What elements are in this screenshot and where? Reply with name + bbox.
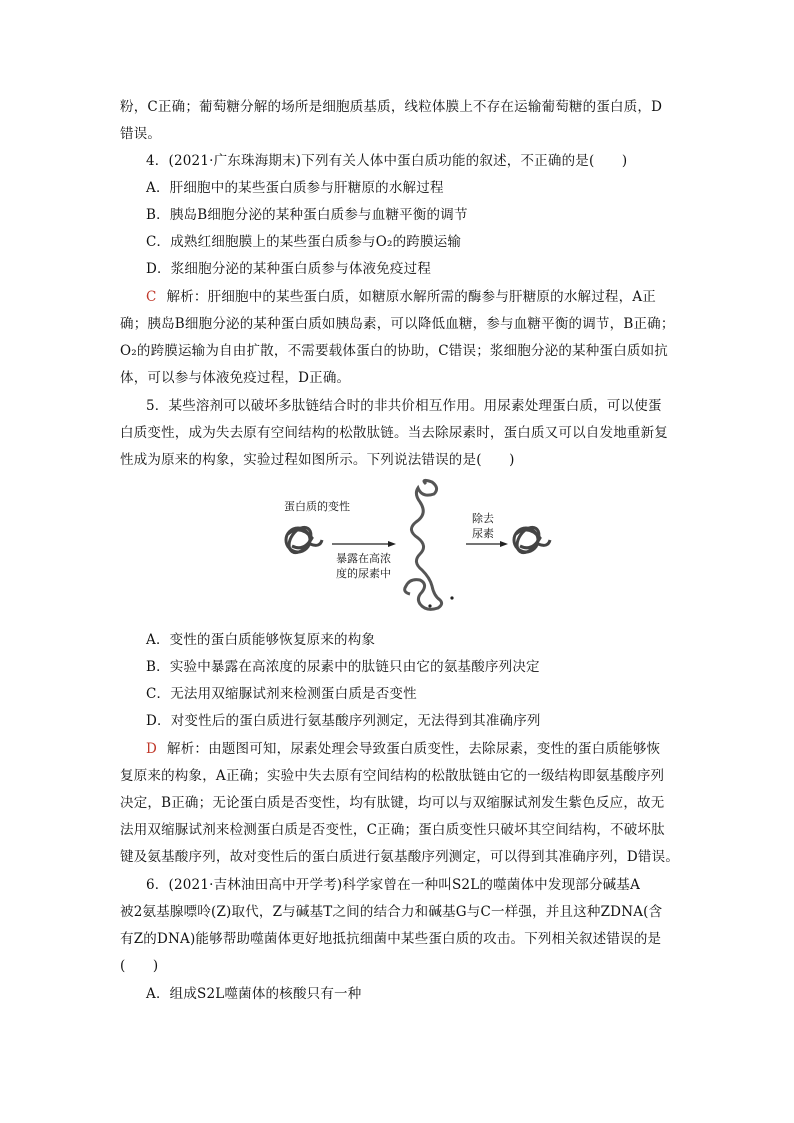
question-6-stem: 6．(2021·吉林油田高中开学考)科学家曾在一种叫S2L的噬菌体中发现部分碱基A	[146, 877, 641, 893]
q4-option-c: C．成熟红细胞膜上的某些蛋白质参与O₂的跨膜运输	[146, 234, 462, 250]
text-line: 粉，C正确；葡萄糖分解的场所是细胞质基质，线粒体膜上不存在运输葡萄糖的蛋白质，D	[120, 99, 663, 115]
q4-analysis-line: C 解析：肝细胞中的某些蛋白质，如糖原水解所需的酶参与肝糖原的水解过程，A正	[146, 289, 656, 305]
q5-answer: D	[146, 741, 158, 757]
text-line: 错误。	[120, 126, 162, 142]
q4-option-a: A．肝细胞中的某些蛋白质参与肝糖原的水解过程	[146, 180, 444, 196]
q5-option-d: D．对变性后的蛋白质进行氨基酸序列测定，无法得到其准确序列	[146, 713, 541, 729]
chain-dot	[450, 596, 453, 599]
arrow2-label-line1: 除去	[472, 512, 494, 525]
question-6-stem: 有Z的DNA)能够帮助噬菌体更好地抵抗细菌中某些蛋白质的攻击。下列相关叙述错误的是	[120, 931, 662, 947]
q5-analysis-line: D 解析：由题图可知，尿素处理会导致蛋白质变性，去除尿素，变性的蛋白质能够恢	[146, 741, 661, 757]
question-6-stem: 被2氨基腺嘌呤(Z)取代，Z与碱基T之间的结合力和碱基G与C一样强，并且这种ZDNA(含	[120, 904, 663, 920]
q5-option-c: C．无法用双缩脲试剂来检测蛋白质是否变性	[146, 686, 417, 702]
q4-analysis-line: 体，可以参与体液免疫过程，D正确。	[120, 370, 351, 386]
folded-protein-icon	[285, 523, 322, 556]
q5-analysis-line: 法用双缩脲试剂来检测蛋白质是否变性，C正确；蛋白质变性只破坏其空间结构，不破坏肽	[120, 822, 665, 838]
q6-option-a: A．组成S2L噬菌体的核酸只有一种	[146, 986, 362, 1002]
question-5-stem: 白质变性，成为失去原有空间结构的松散肽链。当去除尿素时，蛋白质又可以自发地重新复	[120, 425, 668, 441]
q5-analysis-line: 键及氨基酸序列，故对变性后的蛋白质进行氨基酸序列测定，可以得到其准确序列，D错误。	[120, 849, 680, 865]
arrow-remove-urea	[466, 541, 508, 547]
q4-option-b: B．胰岛B细胞分泌的某种蛋白质参与血糖平衡的调节	[146, 207, 468, 223]
chain-dot	[428, 604, 431, 607]
q4-analysis-line: O₂的跨膜运输为自由扩散，不需要载体蛋白的协助，C错误；浆细胞分泌的某种蛋白质如抗	[120, 343, 669, 359]
question-5-stem: 性成为原来的构象，实验过程如图所示。下列说法错误的是( )	[120, 452, 515, 468]
q4-option-d: D．浆细胞分泌的某种蛋白质参与体液免疫过程	[146, 261, 432, 277]
q5-analysis-line: 决定，B正确；无论蛋白质是否变性，均有肽键，均可以与双缩脲试剂发生紫色反应，故无	[120, 795, 665, 811]
q4-answer: C	[146, 289, 157, 305]
q4-analysis-line: 确；胰岛B细胞分泌的某种蛋白质如胰岛素，可以降低血糖，参与血糖平衡的调节，B正确；	[120, 316, 675, 332]
question-6-stem: ( )	[120, 958, 159, 974]
question-4-stem: 4．(2021·广东珠海期末)下列有关人体中蛋白质功能的叙述，不正确的是( )	[146, 153, 628, 169]
protein-denaturation-figure	[270, 474, 560, 624]
q5-option-a: A．变性的蛋白质能够恢复原来的构象	[146, 632, 376, 648]
arrow-expose-urea	[332, 541, 396, 547]
unfolded-polypeptide-icon	[405, 480, 442, 609]
refolded-protein-icon	[513, 523, 550, 556]
arrow2-label-line2: 尿素	[472, 527, 494, 540]
q5-option-b: B．实验中暴露在高浓度的尿素中的肽链只由它的氨基酸序列决定	[146, 659, 540, 675]
arrow1-label-line2: 度的尿素中	[336, 567, 391, 580]
figure-label-denaturation: 蛋白质的变性	[284, 500, 350, 513]
q5-analysis-line: 复原来的构象，A正确；实验中失去原有空间结构的松散肽链由它的一级结构即氨基酸序列	[120, 768, 665, 784]
arrow1-label-line1: 暴露在高浓	[336, 552, 391, 565]
question-5-stem: 5．某些溶剂可以破坏多肽链结合时的非共价相互作用。用尿素处理蛋白质，可以使蛋	[146, 398, 662, 414]
